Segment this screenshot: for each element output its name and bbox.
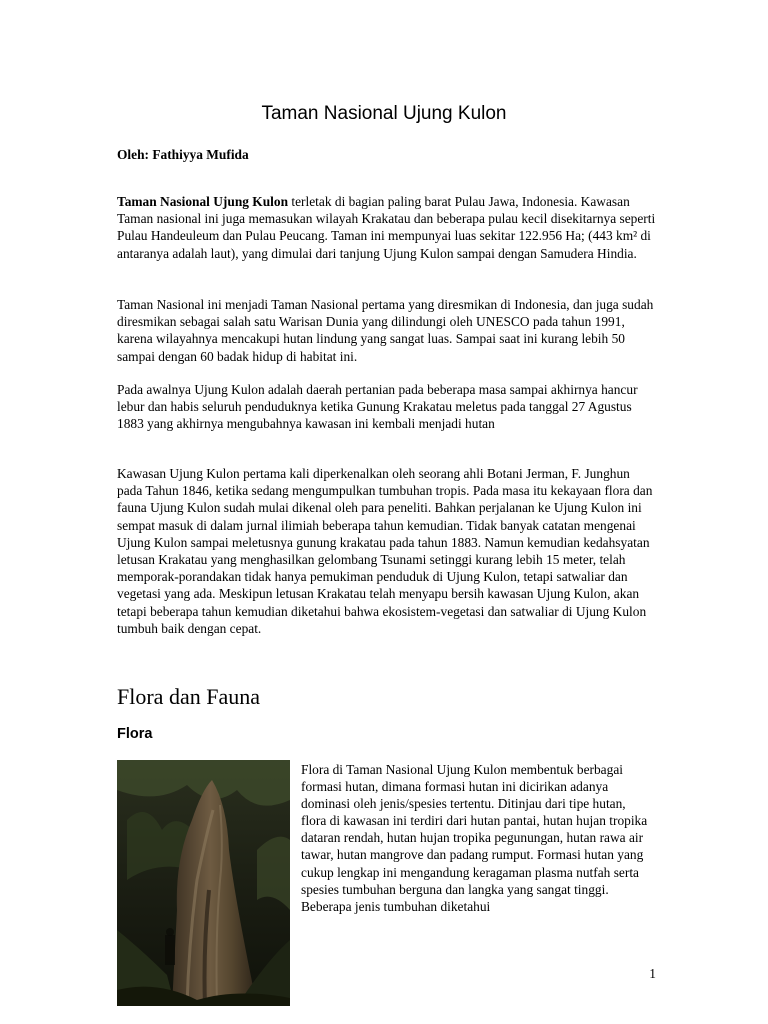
- heading-flora-fauna: Flora dan Fauna: [117, 684, 260, 709]
- forest-photo-icon: [117, 760, 290, 1006]
- page-number: 1: [649, 966, 656, 981]
- paragraph-intro-bold: Taman Nasional Ujung Kulon: [117, 194, 289, 209]
- paragraph-intro-rest: terletak di bagian paling barat Pulau Jawa, Indonesia. Kawasan Taman nasional ini juga memasukan wilayah Krakatau dan beberapa pulau kecil disekitarnya seperti Pulau Handeuleum dan Pulau Peucang. Taman ini mempunyai luas sekitar 122.956 Ha; (443 km² di antaranya adalah laut), yang dimulai dari tanjung Ujung Kulon sampai dengan Samudera Hindia.: [117, 194, 656, 261]
- forest-photo: [117, 760, 290, 1006]
- paragraph-intro: [117, 193, 657, 262]
- document-title: Taman Nasional Ujung Kulon: [261, 103, 507, 124]
- paragraph-history: Pada awalnya Ujung Kulon adalah daerah pertanian pada beberapa masa sampai akhirnya hancur lebur dan habis seluruh penduduknya ketika Gunung Krakatau meletus pada tanggal 27 Agustus 1883 yang akhirnya mengubahnya kawasan ini kembali menjadi hutan: [117, 382, 638, 432]
- paragraph-unesco: Taman Nasional ini menjadi Taman Nasional pertama yang diresmikan di Indonesia, dan juga sudah diresmikan sebagai salah satu Warisan Dunia yang dilindungi oleh UNESCO pada tahun 1991, karena wilayahnya mencakupi hutan lindung yang sangat luas. Sampai saat ini kurang lebih 50 sampai dengan 60 badak hidup di habitat ini.: [117, 297, 654, 364]
- paragraph-junghun: Kawasan Ujung Kulon pertama kali diperkenalkan oleh seorang ahli Botani Jerman, F. Junghun pada Tahun 1846, ketika sedang mengumpulkan tumbuhan tropis. Pada masa itu kekayaan flora dan fauna Ujung Kulon sudah mulai dikenal oleh para peneliti. Bahkan perjalanan ke Ujung Kulon ini sempat masuk di dalam jurnal ilimiah beberapa tahun kemudian. Tidak banyak catatan mengenai Ujung Kulon sampai meletusnya gunung krakatau pada tahun 1883. Namun kemudian kedahsyatan letusan Krakatau yang menghasilkan gelombang Tsunami setinggi kurang lebih 15 meter, telah memporak-porandakan tidak hanya pemukiman penduduk di Ujung Kulon, tetapi satwaliar dan vegetasi yang ada. Meskipun letusan Krakatau telah menyapu bersih kawasan Ujung Kulon, akan tetapi beberapa tahun kemudian diketahui bahwa ekosistem-vegetasi dan satwaliar di Ujung Kulon tumbuh baik dengan cepat.: [117, 466, 653, 636]
- heading-flora: Flora: [117, 726, 153, 742]
- paragraph-flora: Flora di Taman Nasional Ujung Kulon membentuk berbagai formasi hutan, dimana formasi hutan ini dicirikan adanya dominasi oleh jenis/spesies tertentu. Ditinjau dari tipe hutan, flora di kawasan ini terdiri dari hutan pantai, hutan hujan tropika dataran rendah, hutan hujan tropika pegunungan, hutan rawa air tawar, hutan mangrove dan padang rumput. Formasi hutan yang cukup lengkap ini mengandung keragaman plasma nutfah serta spesies tumbuhan berguna dan langka yang sangat tinggi. Beberapa jenis tumbuhan diketahui: [301, 762, 648, 914]
- author-line: Oleh: Fathiyya Mufida: [117, 147, 249, 162]
